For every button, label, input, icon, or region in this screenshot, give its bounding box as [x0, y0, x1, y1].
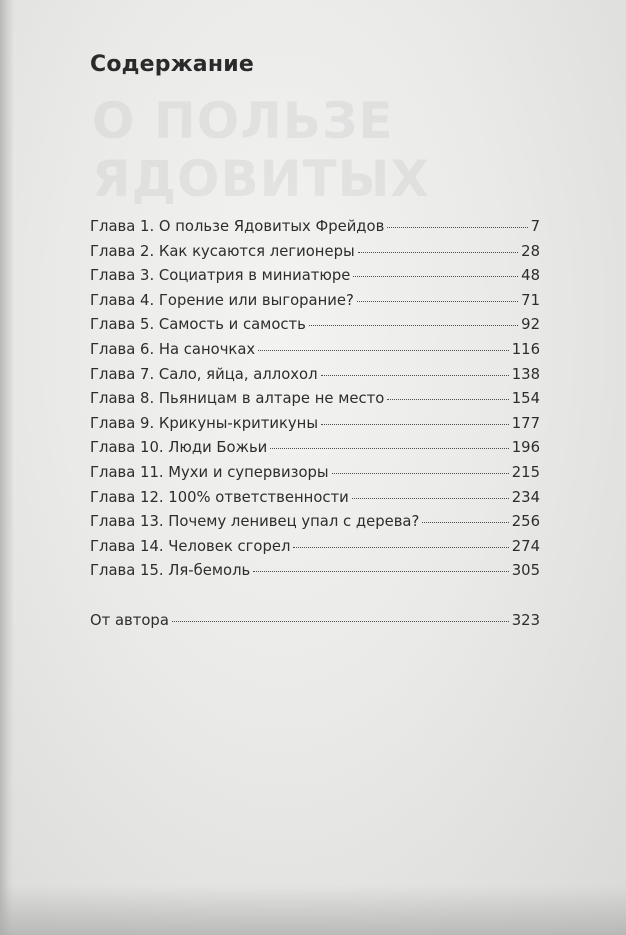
- toc-entry-chapter-6[interactable]: [90, 341, 540, 366]
- dot-leader: [357, 301, 518, 302]
- toc-entry-chapter-12[interactable]: [90, 489, 540, 514]
- toc-entry-page: 48: [521, 267, 540, 285]
- toc-entry-page: 92: [521, 316, 540, 334]
- page-title: Содержание: [90, 52, 254, 77]
- toc-entry-page: 138: [511, 365, 540, 383]
- dot-leader: [293, 547, 508, 548]
- toc-entry-chapter-15[interactable]: [90, 562, 540, 587]
- toc-entry-page: 196: [511, 439, 540, 457]
- toc-entry-chapter-3[interactable]: [90, 267, 540, 292]
- toc-entry-title: Глава 8. Пьяницам в алтаре не место: [90, 390, 385, 408]
- toc-entry-chapter-5[interactable]: [90, 316, 540, 341]
- toc-entry-chapter-2[interactable]: [90, 243, 540, 268]
- toc-entry-title: Глава 14. Человек сгорел: [90, 537, 291, 555]
- toc-entry-title: Глава 6. На саночках: [90, 340, 256, 358]
- table-of-contents: [90, 218, 540, 587]
- dot-leader: [422, 522, 508, 523]
- dot-leader: [270, 448, 508, 449]
- dot-leader: [352, 498, 509, 499]
- dot-leader: [258, 350, 509, 351]
- dot-leader: [332, 473, 509, 474]
- toc-entry-title: От автора: [90, 612, 169, 629]
- toc-entry-chapter-13[interactable]: [90, 513, 540, 538]
- toc-entry-chapter-8[interactable]: [90, 390, 540, 415]
- toc-entry-title: Глава 7. Сало, яйца, аллохол: [90, 365, 318, 383]
- toc-entry-title: Глава 1. О пользе Ядовитых Фрейдов: [90, 218, 385, 235]
- toc-entry-title: Глава 4. Горение или выгорание?: [90, 291, 354, 309]
- dot-leader: [353, 276, 518, 277]
- dot-leader: [387, 227, 527, 228]
- toc-entry-chapter-4[interactable]: [90, 292, 540, 317]
- toc-entry-page: 274: [511, 537, 540, 555]
- dot-leader: [321, 424, 509, 425]
- show-through-text: О ПОЛЬЗЕ ЯДОВИТЫХ: [92, 92, 430, 208]
- dot-leader: [387, 399, 508, 400]
- toc-entry-page: 256: [511, 513, 540, 531]
- toc-entry-page: 323: [511, 612, 540, 629]
- toc-entry-title: Глава 2. Как кусаются легионеры: [90, 242, 355, 260]
- toc-entry-title: Глава 15. Ля-бемоль: [90, 562, 251, 580]
- toc-entry-title: Глава 13. Почему ленивец упал с дерева?: [90, 513, 420, 531]
- toc-entry-title: Глава 12. 100% ответственности: [90, 488, 349, 506]
- toc-entry-chapter-10[interactable]: [90, 439, 540, 464]
- dot-leader: [309, 325, 518, 326]
- toc-entry-page: 71: [521, 291, 540, 309]
- toc-entry-chapter-9[interactable]: [90, 415, 540, 440]
- toc-entry-title: Глава 9. Крикуны-критикуны: [90, 414, 319, 432]
- toc-entry-chapter-7[interactable]: [90, 366, 540, 391]
- toc-entry-page: 28: [521, 242, 540, 260]
- toc-entry-chapter-14[interactable]: [90, 538, 540, 563]
- page-bottom-shadow: [0, 885, 626, 935]
- dot-leader: [358, 252, 519, 253]
- toc-entry-chapter-11[interactable]: [90, 464, 540, 489]
- dot-leader: [172, 621, 509, 622]
- dot-leader: [321, 375, 509, 376]
- toc-entry-page: 7: [530, 218, 540, 235]
- toc-entry-page: 116: [511, 340, 540, 358]
- toc-entry-page: 154: [511, 390, 540, 408]
- toc-entry-title: Глава 3. Социатрия в миниатюре: [90, 267, 351, 285]
- toc-entry-title: Глава 5. Самость и самость: [90, 316, 306, 334]
- toc-entry-page: 234: [511, 488, 540, 506]
- page-gutter-shadow: [0, 0, 14, 935]
- toc-entry-title: Глава 10. Люди Божьи: [90, 439, 268, 457]
- toc-entry-page: 305: [511, 562, 540, 580]
- toc-entry-page: 177: [511, 414, 540, 432]
- dot-leader: [253, 571, 508, 572]
- toc-entry-afterword[interactable]: [90, 612, 540, 637]
- toc-entry-chapter-1[interactable]: [90, 218, 540, 243]
- toc-entry-page: 215: [511, 463, 540, 481]
- toc-entry-title: Глава 11. Мухи и супервизоры: [90, 463, 329, 481]
